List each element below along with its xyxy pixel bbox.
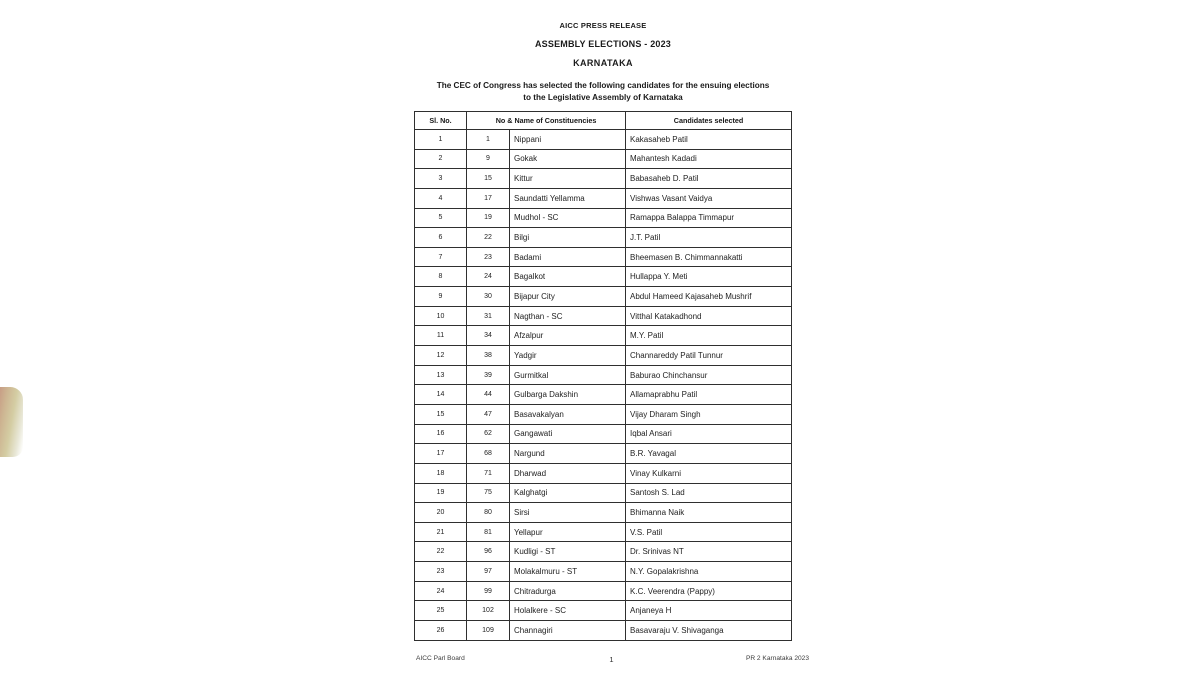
sl-no-cell: 26	[415, 621, 467, 641]
sl-no-cell: 15	[415, 404, 467, 424]
candidate-name-cell: Vinay Kulkarni	[626, 463, 792, 483]
constituency-no-cell: 22	[467, 228, 510, 248]
constituency-name-cell: Nagthan - SC	[510, 306, 626, 326]
candidate-name-cell: Iqbal Ansari	[626, 424, 792, 444]
table-row	[415, 208, 792, 228]
table-row	[415, 522, 792, 542]
constituency-no-cell: 99	[467, 581, 510, 601]
table-row	[415, 385, 792, 405]
footer-right-label: PR 2 Karnataka 2023	[745, 655, 809, 662]
constituency-no-cell: 97	[467, 562, 510, 582]
table-row	[415, 562, 792, 582]
sl-no-cell: 3	[415, 169, 467, 189]
sl-no-cell: 9	[415, 287, 467, 307]
constituency-no-cell: 38	[467, 346, 510, 366]
table-row	[415, 542, 792, 562]
constituency-no-cell: 19	[467, 208, 510, 228]
sl-no-cell: 2	[415, 149, 467, 169]
table-row	[415, 149, 792, 169]
table-row	[415, 267, 792, 287]
candidate-name-cell: Vitthal Katakadhond	[626, 306, 792, 326]
sl-no-cell: 4	[415, 188, 467, 208]
footer-left-label: AICC Parl Board	[416, 655, 465, 662]
constituency-name-cell: Bagalkot	[510, 267, 626, 287]
constituency-no-cell: 30	[467, 287, 510, 307]
candidate-name-cell: Hullappa Y. Meti	[626, 267, 792, 287]
constituency-no-cell: 68	[467, 444, 510, 464]
constituency-name-cell: Mudhol - SC	[510, 208, 626, 228]
sl-no-cell: 1	[415, 130, 467, 150]
constituency-no-cell: 17	[467, 188, 510, 208]
constituency-no-cell: 15	[467, 169, 510, 189]
sl-no-cell: 16	[415, 424, 467, 444]
candidate-name-cell: Dr. Srinivas NT	[626, 542, 792, 562]
candidate-name-cell: Anjaneya H	[626, 601, 792, 621]
sl-no-cell: 14	[415, 385, 467, 405]
header-sl-no: Sl. No.	[415, 112, 467, 130]
footer-page-number: 1	[609, 655, 614, 664]
sl-no-cell: 19	[415, 483, 467, 503]
table-row	[415, 169, 792, 189]
table-row	[415, 365, 792, 385]
constituency-no-cell: 102	[467, 601, 510, 621]
candidate-name-cell: Basavaraju V. Shivaganga	[626, 621, 792, 641]
candidates-table-body	[415, 130, 792, 641]
table-row	[415, 503, 792, 523]
press-release-title: AICC PRESS RELEASE	[559, 21, 647, 30]
constituency-name-cell: Chitradurga	[510, 581, 626, 601]
candidate-name-cell: Bhimanna Naik	[626, 503, 792, 523]
constituency-no-cell: 9	[467, 149, 510, 169]
candidates-table-header	[415, 112, 792, 130]
candidates-table	[414, 111, 792, 641]
candidate-name-cell: N.Y. Gopalakrishna	[626, 562, 792, 582]
constituency-name-cell: Gangawati	[510, 424, 626, 444]
intro-line-1: The CEC of Congress has selected the following candidates for the ensuing elections	[436, 81, 770, 90]
candidate-name-cell: B.R. Yavagal	[626, 444, 792, 464]
sl-no-cell: 17	[415, 444, 467, 464]
candidate-name-cell: Vishwas Vasant Vaidya	[626, 188, 792, 208]
constituency-name-cell: Badami	[510, 247, 626, 267]
sl-no-cell: 6	[415, 228, 467, 248]
table-row	[415, 424, 792, 444]
constituency-name-cell: Gulbarga Dakshin	[510, 385, 626, 405]
table-row	[415, 188, 792, 208]
constituency-no-cell: 71	[467, 463, 510, 483]
election-title: ASSEMBLY ELECTIONS - 2023	[534, 39, 672, 49]
sl-no-cell: 10	[415, 306, 467, 326]
table-row	[415, 463, 792, 483]
constituency-no-cell: 24	[467, 267, 510, 287]
header-constituency: No & Name of Constituencies	[467, 112, 626, 130]
sl-no-cell: 5	[415, 208, 467, 228]
candidate-name-cell: Channareddy Patil Tunnur	[626, 346, 792, 366]
sl-no-cell: 23	[415, 562, 467, 582]
constituency-name-cell: Molakalmuru - ST	[510, 562, 626, 582]
constituency-no-cell: 39	[467, 365, 510, 385]
table-row	[415, 228, 792, 248]
constituency-no-cell: 80	[467, 503, 510, 523]
sl-no-cell: 7	[415, 247, 467, 267]
candidate-name-cell: K.C. Veerendra (Pappy)	[626, 581, 792, 601]
candidate-name-cell: Babasaheb D. Patil	[626, 169, 792, 189]
sl-no-cell: 18	[415, 463, 467, 483]
table-row	[415, 581, 792, 601]
header-candidate: Candidates selected	[626, 112, 792, 130]
intro-line-2: to the Legislative Assembly of Karnataka	[523, 93, 683, 102]
table-row	[415, 130, 792, 150]
constituency-no-cell: 1	[467, 130, 510, 150]
constituency-name-cell: Afzalpur	[510, 326, 626, 346]
constituency-name-cell: Bijapur City	[510, 287, 626, 307]
document-footer	[414, 655, 809, 667]
intro-paragraph	[303, 80, 903, 104]
constituency-name-cell: Yellapur	[510, 522, 626, 542]
constituency-name-cell: Holalkere - SC	[510, 601, 626, 621]
table-row	[415, 306, 792, 326]
table-row	[415, 287, 792, 307]
constituency-no-cell: 31	[467, 306, 510, 326]
candidate-name-cell: V.S. Patil	[626, 522, 792, 542]
constituency-name-cell: Nippani	[510, 130, 626, 150]
sl-no-cell: 25	[415, 601, 467, 621]
constituency-no-cell: 44	[467, 385, 510, 405]
constituency-name-cell: Kittur	[510, 169, 626, 189]
header-row	[415, 112, 792, 130]
candidate-name-cell: Vijay Dharam Singh	[626, 404, 792, 424]
candidate-name-cell: J.T. Patil	[626, 228, 792, 248]
candidate-name-cell: Abdul Hameed Kajasaheb Mushrif	[626, 287, 792, 307]
candidate-name-cell: Ramappa Balappa Timmapur	[626, 208, 792, 228]
constituency-no-cell: 96	[467, 542, 510, 562]
sl-no-cell: 21	[415, 522, 467, 542]
state-title: KARNATAKA	[573, 57, 633, 68]
constituency-no-cell: 75	[467, 483, 510, 503]
constituency-no-cell: 34	[467, 326, 510, 346]
table-row	[415, 247, 792, 267]
constituency-name-cell: Sirsi	[510, 503, 626, 523]
sl-no-cell: 8	[415, 267, 467, 287]
sl-no-cell: 20	[415, 503, 467, 523]
constituency-name-cell: Bilgi	[510, 228, 626, 248]
constituency-no-cell: 81	[467, 522, 510, 542]
constituency-name-cell: Gurmitkal	[510, 365, 626, 385]
constituency-name-cell: Channagiri	[510, 621, 626, 641]
constituency-name-cell: Basavakalyan	[510, 404, 626, 424]
constituency-name-cell: Kudligi - ST	[510, 542, 626, 562]
constituency-no-cell: 23	[467, 247, 510, 267]
sl-no-cell: 12	[415, 346, 467, 366]
sl-no-cell: 22	[415, 542, 467, 562]
candidate-name-cell: Allamaprabhu Patil	[626, 385, 792, 405]
constituency-no-cell: 62	[467, 424, 510, 444]
table-row	[415, 404, 792, 424]
constituency-name-cell: Dharwad	[510, 463, 626, 483]
scanned-page-edge-artifact	[0, 387, 23, 457]
constituency-no-cell: 109	[467, 621, 510, 641]
candidate-name-cell: Baburao Chinchansur	[626, 365, 792, 385]
table-row	[415, 601, 792, 621]
table-row	[415, 483, 792, 503]
candidate-name-cell: Bheemasen B. Chimmannakatti	[626, 247, 792, 267]
constituency-name-cell: Gokak	[510, 149, 626, 169]
sl-no-cell: 13	[415, 365, 467, 385]
candidate-name-cell: Kakasaheb Patil	[626, 130, 792, 150]
candidate-name-cell: Santosh S. Lad	[626, 483, 792, 503]
candidate-name-cell: M.Y. Patil	[626, 326, 792, 346]
constituency-name-cell: Kalghatgi	[510, 483, 626, 503]
constituency-name-cell: Yadgir	[510, 346, 626, 366]
table-row	[415, 621, 792, 641]
constituency-name-cell: Saundatti Yellamma	[510, 188, 626, 208]
table-row	[415, 326, 792, 346]
constituency-name-cell: Nargund	[510, 444, 626, 464]
sl-no-cell: 24	[415, 581, 467, 601]
candidate-name-cell: Mahantesh Kadadi	[626, 149, 792, 169]
constituency-no-cell: 47	[467, 404, 510, 424]
table-row	[415, 346, 792, 366]
sl-no-cell: 11	[415, 326, 467, 346]
table-row	[415, 444, 792, 464]
